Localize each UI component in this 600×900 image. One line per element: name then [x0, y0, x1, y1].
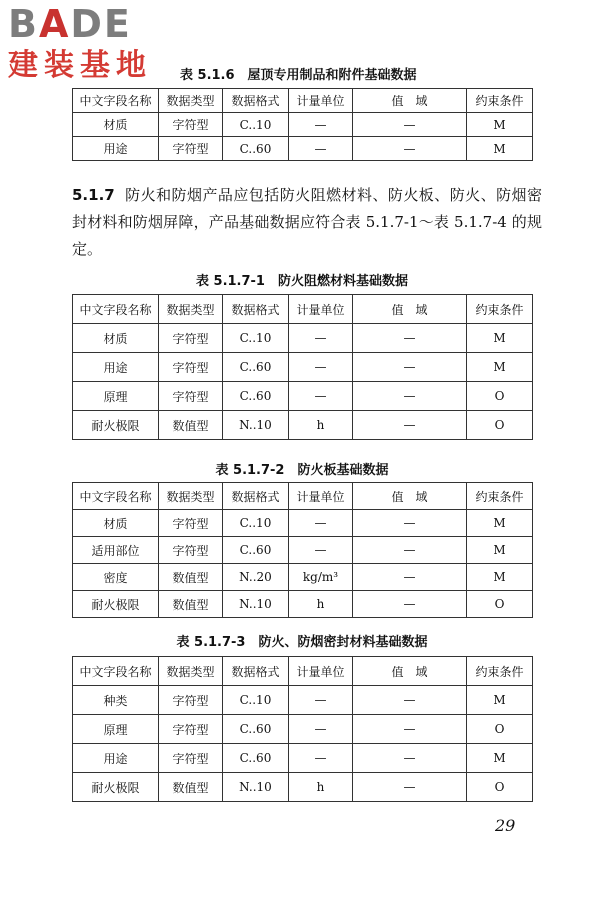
table-cell: —: [353, 353, 467, 382]
table3-header-row: [73, 483, 533, 510]
table-cell: 数值型: [159, 591, 223, 618]
col-header-data-type: 数据类型: [159, 89, 223, 113]
table-cell: —: [353, 382, 467, 411]
table-cell: M: [467, 353, 533, 382]
table-cell: h: [289, 773, 353, 802]
table4-header-row: [73, 657, 533, 686]
table-cell: —: [353, 773, 467, 802]
table-cell: M: [467, 137, 533, 161]
table-cell: 材质: [73, 113, 159, 137]
table-cell: 用途: [73, 744, 159, 773]
table-cell: M: [467, 564, 533, 591]
table-cell: 原理: [73, 715, 159, 744]
table-cell: N..10: [223, 773, 289, 802]
table1-title: 表 5.1.6 屋顶专用制品和附件基础数据: [180, 68, 417, 83]
logo-wordmark: [8, 4, 180, 48]
table-cell: —: [289, 744, 353, 773]
table-cell: —: [289, 353, 353, 382]
col-header-unit: 计量单位: [289, 483, 353, 510]
table-cell: M: [467, 510, 533, 537]
col-header-unit: 计量单位: [289, 657, 353, 686]
table-cell: C..10: [223, 113, 289, 137]
table-cell: 字符型: [159, 382, 223, 411]
table-row: [73, 591, 533, 618]
table-cell: 原理: [73, 382, 159, 411]
table-cell: —: [289, 686, 353, 715]
table-cell: O: [467, 382, 533, 411]
table-cell: 用途: [73, 353, 159, 382]
table-row: [73, 715, 533, 744]
table-cell: 材质: [73, 324, 159, 353]
table2-header-row: [73, 295, 533, 324]
table-row: [73, 411, 533, 440]
table-cell: —: [289, 382, 353, 411]
col-header-data-format: 数据格式: [223, 657, 289, 686]
col-header-value-range: 值 域: [353, 89, 467, 113]
table-cell: M: [467, 324, 533, 353]
table-cell: 字符型: [159, 686, 223, 715]
table-cell: —: [353, 113, 467, 137]
table-cell: —: [353, 715, 467, 744]
table3-title: 表 5.1.7-2 防火板基础数据: [215, 463, 389, 478]
table2: [72, 294, 533, 440]
table-cell: 字符型: [159, 715, 223, 744]
col-header-data-type: 数据类型: [159, 483, 223, 510]
table1-header-row: [73, 89, 533, 113]
table-cell: —: [289, 510, 353, 537]
col-header-field-name: 中文字段名称: [73, 89, 159, 113]
table-cell: M: [467, 113, 533, 137]
table-cell: N..10: [223, 591, 289, 618]
table-cell: M: [467, 686, 533, 715]
table-cell: O: [467, 715, 533, 744]
table-row: [73, 382, 533, 411]
table-cell: kg/m³: [289, 564, 353, 591]
table-cell: 字符型: [159, 137, 223, 161]
logo-letter-b: B: [8, 2, 39, 46]
table-row: [73, 537, 533, 564]
col-header-constraint: 约束条件: [467, 657, 533, 686]
clause-text: 防火和防烟产品应包括防火阻燃材料、防火板、防火、防烟密封材料和防烟屏障，产品基础数据应符合表 5.1.7-1～表 5.1.7-4 的规定。: [72, 186, 542, 258]
table-row: [73, 686, 533, 715]
table-cell: —: [289, 324, 353, 353]
table-row: [73, 137, 533, 161]
table4: [72, 656, 533, 802]
table2-title: 表 5.1.7-1 防火阻燃材料基础数据: [196, 274, 408, 289]
col-header-data-format: 数据格式: [223, 295, 289, 324]
table-cell: C..10: [223, 686, 289, 715]
table-row: [73, 113, 533, 137]
table-cell: —: [353, 411, 467, 440]
col-header-field-name: 中文字段名称: [73, 657, 159, 686]
table-cell: 字符型: [159, 510, 223, 537]
table-cell: —: [289, 715, 353, 744]
table-cell: O: [467, 591, 533, 618]
col-header-constraint: 约束条件: [467, 295, 533, 324]
table-cell: C..60: [223, 715, 289, 744]
table-row: [73, 564, 533, 591]
table-cell: 数值型: [159, 564, 223, 591]
table-row: [73, 324, 533, 353]
table4-title: 表 5.1.7-3 防火、防烟密封材料基础数据: [176, 635, 428, 650]
table-cell: C..60: [223, 353, 289, 382]
table-cell: —: [353, 137, 467, 161]
table-row: [73, 353, 533, 382]
col-header-data-type: 数据类型: [159, 295, 223, 324]
col-header-field-name: 中文字段名称: [73, 295, 159, 324]
table-cell: 字符型: [159, 353, 223, 382]
table-cell: 用途: [73, 137, 159, 161]
col-header-value-range: 值 域: [353, 483, 467, 510]
table-cell: C..10: [223, 510, 289, 537]
table-cell: 字符型: [159, 324, 223, 353]
col-header-unit: 计量单位: [289, 295, 353, 324]
col-header-value-range: 值 域: [353, 657, 467, 686]
table-cell: N..20: [223, 564, 289, 591]
col-header-unit: 计量单位: [289, 89, 353, 113]
table-cell: 字符型: [159, 537, 223, 564]
table-cell: 数值型: [159, 773, 223, 802]
table-cell: —: [353, 324, 467, 353]
col-header-data-format: 数据格式: [223, 89, 289, 113]
table-cell: 耐火极限: [73, 773, 159, 802]
table-cell: 密度: [73, 564, 159, 591]
table-cell: 耐火极限: [73, 411, 159, 440]
table-cell: C..60: [223, 537, 289, 564]
table-cell: 字符型: [159, 113, 223, 137]
table-cell: —: [353, 686, 467, 715]
bade-logo: [8, 4, 180, 92]
page-number: 29: [495, 816, 516, 835]
table-row: [73, 744, 533, 773]
col-header-data-format: 数据格式: [223, 483, 289, 510]
table-cell: N..10: [223, 411, 289, 440]
table-cell: —: [289, 137, 353, 161]
table-cell: C..60: [223, 744, 289, 773]
table-cell: C..10: [223, 324, 289, 353]
table3: [72, 482, 533, 618]
table-cell: O: [467, 773, 533, 802]
table-cell: 适用部位: [73, 537, 159, 564]
col-header-data-type: 数据类型: [159, 657, 223, 686]
clause-5-1-7: [72, 182, 542, 263]
table-cell: C..60: [223, 137, 289, 161]
table1: [72, 88, 533, 161]
table-cell: —: [289, 113, 353, 137]
col-header-constraint: 约束条件: [467, 89, 533, 113]
col-header-field-name: 中文字段名称: [73, 483, 159, 510]
table-cell: 材质: [73, 510, 159, 537]
logo-letter-a: A: [38, 2, 71, 46]
table-cell: —: [353, 510, 467, 537]
table-cell: 耐火极限: [73, 591, 159, 618]
table-cell: —: [289, 537, 353, 564]
table-cell: 字符型: [159, 744, 223, 773]
table-cell: h: [289, 411, 353, 440]
col-header-value-range: 值 域: [353, 295, 467, 324]
table-row: [73, 510, 533, 537]
table-row: [73, 773, 533, 802]
table-cell: —: [353, 591, 467, 618]
table-cell: —: [353, 537, 467, 564]
table-cell: M: [467, 744, 533, 773]
clause-number: 5.1.7: [72, 186, 115, 204]
col-header-constraint: 约束条件: [467, 483, 533, 510]
table-cell: C..60: [223, 382, 289, 411]
table-cell: —: [353, 564, 467, 591]
table-cell: O: [467, 411, 533, 440]
table-cell: h: [289, 591, 353, 618]
logo-letters-de: DE: [70, 2, 132, 46]
table-cell: M: [467, 537, 533, 564]
table-cell: 数值型: [159, 411, 223, 440]
logo-chinese-text: 建装基地: [8, 48, 152, 83]
table-cell: 种类: [73, 686, 159, 715]
table-cell: —: [353, 744, 467, 773]
